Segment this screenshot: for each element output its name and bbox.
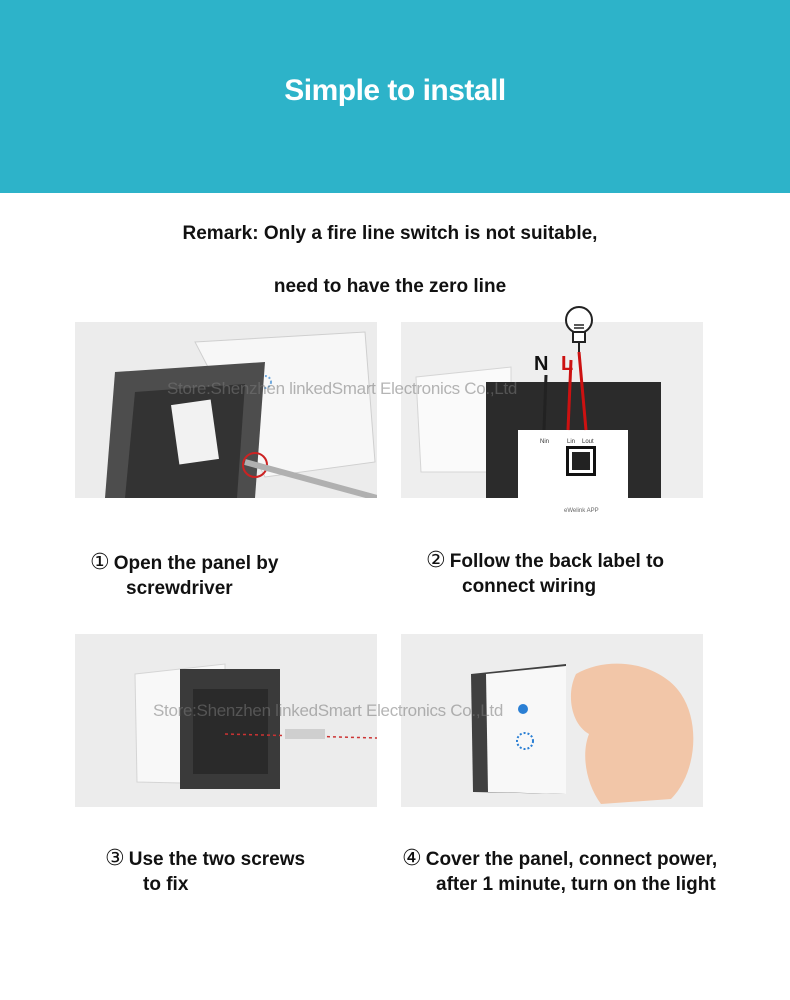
step-text-line-1: Cover the panel, connect power, [425,849,718,870]
terminal-label-nin: Nin [540,439,550,445]
step-text-line-2: connect wiring [462,576,597,597]
step-text-line-1: Follow the back label to [449,551,665,572]
terminal-label-lout: Lout [582,439,594,445]
step-text-line-2: screwdriver [126,578,233,599]
remark-line-2: need to have the zero line [273,276,507,297]
photo-open-panel [75,322,377,498]
light-bulb-icon [566,307,592,352]
step-number: ③ [105,845,125,870]
title-banner [0,0,790,193]
terminal-label-lin: Lin [567,439,576,445]
remark-line-1: Remark: Only a fire line switch is not suitable, [182,223,598,244]
page-title: Simple to install [284,74,506,107]
step-number: ① [90,549,110,574]
step-1-caption [90,549,278,601]
step-text-line-1: Open the panel by [113,553,279,574]
wiring-overlay [401,290,703,540]
step-number: ② [426,547,446,572]
wire-label-n: N [534,353,549,375]
watermark-1: Store:Shenzhen linkedSmart Electronics Co.,Ltd [167,379,517,398]
wire-label-l: L [561,353,574,375]
watermark-2: Store:Shenzhen linkedSmart Electronics Co.,Ltd [153,701,503,720]
step-text-line-2: to fix [143,874,189,895]
step-3-caption [105,845,305,897]
step-number: ④ [402,845,422,870]
step-4-caption [402,845,717,897]
step-2-caption [426,547,664,599]
app-label: eWelink APP [564,508,599,514]
step-text-line-1: Use the two screws [128,849,306,870]
step-text-line-2: after 1 minute, turn on the light [436,874,716,895]
